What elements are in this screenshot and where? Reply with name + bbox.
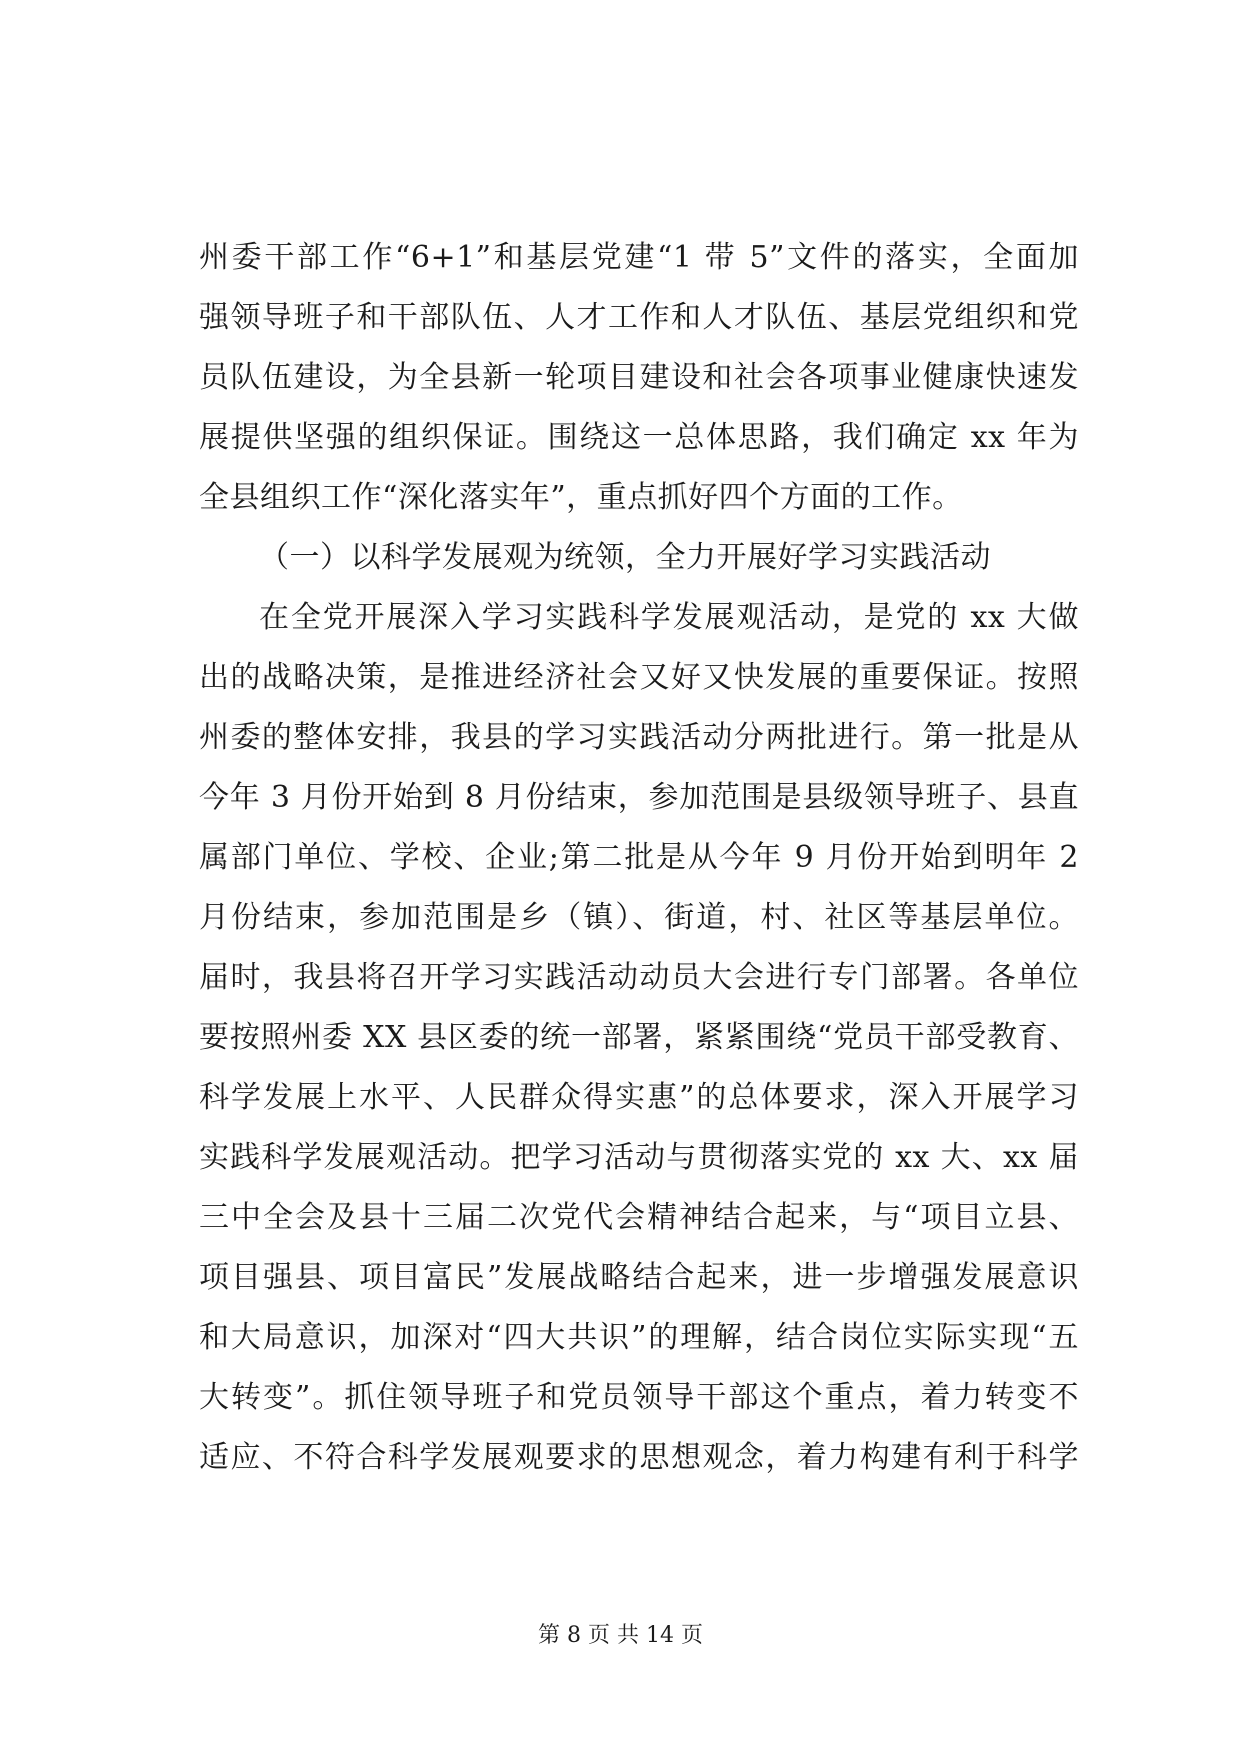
- text-line: 展提供坚强的组织保证。围绕这一总体思路，我们确定 xx 年为: [199, 420, 1079, 455]
- page-number-footer: 第 8 页 共 14 页: [538, 1623, 703, 1648]
- text-line: 今年 3 月份开始到 8 月份结束，参加范围是县级领导班子、县直: [199, 780, 1079, 815]
- text-line: 三中全会及县十三届二次党代会精神结合起来，与“项目立县、: [199, 1200, 1079, 1235]
- text-line: 项目强县、项目富民”发展战略结合起来，进一步增强发展意识: [199, 1260, 1079, 1295]
- text-line: 要按照州委 XX 县区委的统一部署，紧紧围绕“党员干部受教育、: [199, 1020, 1079, 1055]
- text-line: 和大局意识，加深对“四大共识”的理解，结合岗位实际实现“五: [199, 1320, 1079, 1355]
- text-line: 适应、不符合科学发展观要求的思想观念，着力构建有利于科学: [199, 1440, 1079, 1475]
- text-line: 出的战略决策，是推进经济社会又好又快发展的重要保证。按照: [199, 660, 1079, 695]
- text-line: 强领导班子和干部队伍、人才工作和人才队伍、基层党组织和党: [199, 300, 1079, 335]
- text-line: 州委的整体安排，我县的学习实践活动分两批进行。第一批是从: [199, 720, 1079, 755]
- text-line: 届时，我县将召开学习实践活动动员大会进行专门部署。各单位: [199, 960, 1079, 995]
- text-line: 州委干部工作“6+1”和基层党建“1 带 5”文件的落实，全面加: [199, 240, 1079, 275]
- text-line: 在全党开展深入学习实践科学发展观活动，是党的 xx 大做: [259, 600, 1079, 635]
- text-line: 实践科学发展观活动。把学习活动与贯彻落实党的 xx 大、xx 届: [199, 1140, 1079, 1175]
- text-line: 大转变”。抓住领导班子和党员领导干部这个重点，着力转变不: [199, 1380, 1079, 1415]
- text-line: 员队伍建设，为全县新一轮项目建设和社会各项事业健康快速发: [199, 360, 1079, 395]
- body-text: [199, 228, 1079, 1488]
- section-heading: （一）以科学发展观为统领，全力开展好学习实践活动: [259, 540, 991, 575]
- text-line: 属部门单位、学校、企业;第二批是从今年 9 月份开始到明年 2: [199, 840, 1079, 875]
- text-line: 科学发展上水平、人民群众得实惠”的总体要求，深入开展学习: [199, 1080, 1079, 1115]
- text-line: 月份结束，参加范围是乡（镇）、街道，村、社区等基层单位。: [199, 900, 1079, 935]
- text-line: 全县组织工作“深化落实年”，重点抓好四个方面的工作。: [199, 480, 963, 515]
